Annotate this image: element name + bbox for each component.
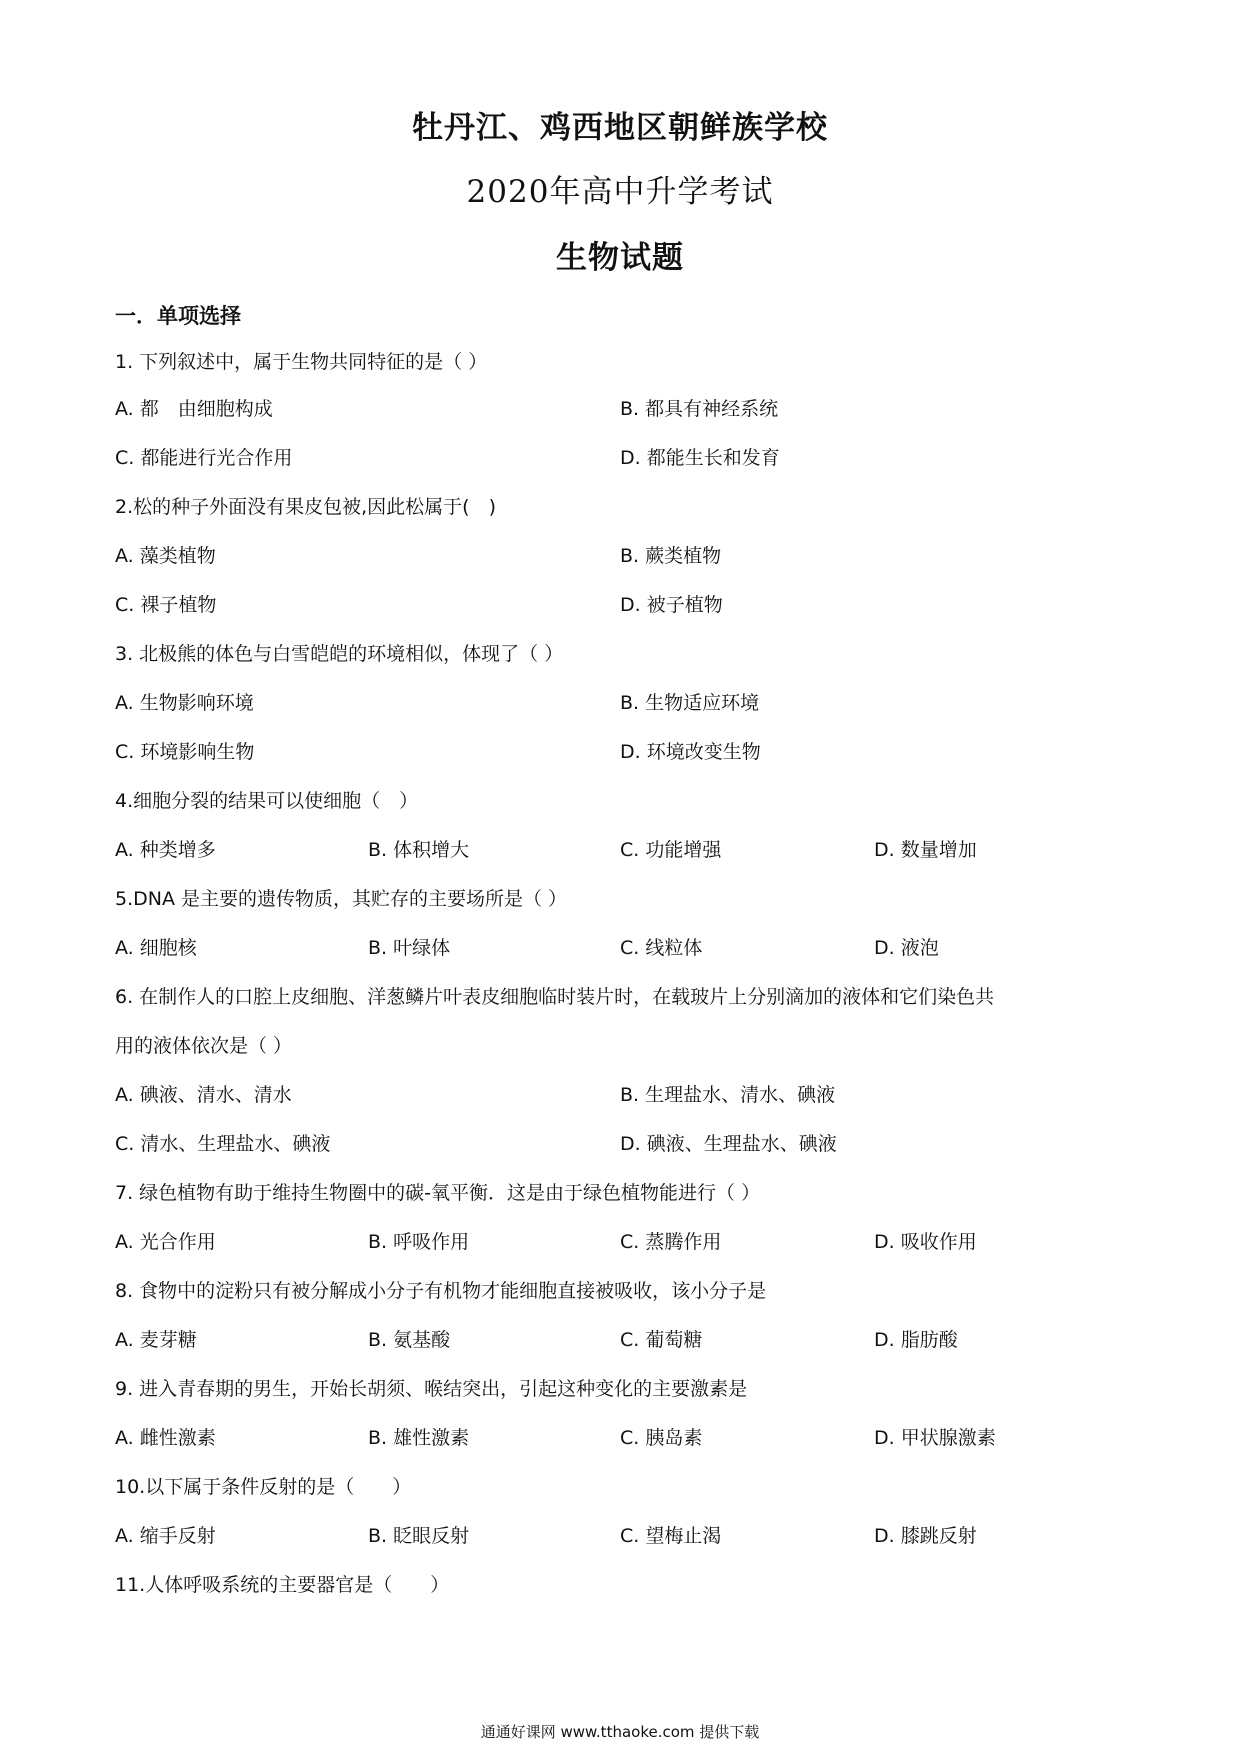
page-footer-source: 通通好课网 www.tthaoke.com 提供下载 (480, 1723, 760, 1741)
question-6-option-a: A. 碘液、清水、清水 (115, 1084, 292, 1106)
question-5-option-c: C. 线粒体 (620, 937, 703, 959)
question-9-option-c: C. 胰岛素 (620, 1427, 703, 1449)
question-3-option-d: D. 环境改变生物 (620, 741, 761, 763)
question-8-stem: 8. 食物中的淀粉只有被分解成小分子有机物才能细胞直接被吸收，该小分子是 (115, 1280, 767, 1302)
question-7-option-c: C. 蒸腾作用 (620, 1231, 722, 1253)
question-2-option-a: A. 藻类植物 (115, 545, 216, 567)
question-10-option-a: A. 缩手反射 (115, 1525, 216, 1547)
exam-title-subject: 生物试题 (556, 240, 684, 276)
question-3-option-b: B. 生物适应环境 (620, 692, 760, 714)
question-5-option-d: D. 液泡 (874, 937, 939, 959)
question-8-option-b: B. 氨基酸 (368, 1329, 451, 1351)
question-6-option-b: B. 生理盐水、清水、碘液 (620, 1084, 836, 1106)
question-9-option-d: D. 甲状腺激素 (874, 1427, 996, 1449)
question-7-option-b: B. 呼吸作用 (368, 1231, 470, 1253)
question-4-stem: 4.细胞分裂的结果可以使细胞（ ） (115, 790, 419, 812)
question-4-option-c: C. 功能增强 (620, 839, 722, 861)
question-10-option-d: D. 膝跳反射 (874, 1525, 977, 1547)
question-9-option-a: A. 雌性激素 (115, 1427, 216, 1449)
question-1-option-d: D. 都能生长和发育 (620, 447, 780, 469)
question-7-stem: 7. 绿色植物有助于维持生物圈中的碳-氧平衡．这是由于绿色植物能进行（ ） (115, 1182, 761, 1204)
question-3-option-c: C. 环境影响生物 (115, 741, 255, 763)
question-4-option-a: A. 种类增多 (115, 839, 216, 861)
question-3-option-a: A. 生物影响环境 (115, 692, 254, 714)
question-4-option-b: B. 体积增大 (368, 839, 470, 861)
exam-title-year: 2020年高中升学考试 (466, 174, 774, 210)
question-5-option-a: A. 细胞核 (115, 937, 197, 959)
question-4-option-d: D. 数量增加 (874, 839, 977, 861)
question-2-option-c: C. 裸子植物 (115, 594, 217, 616)
question-10-option-c: C. 望梅止渴 (620, 1525, 722, 1547)
question-8-option-d: D. 脂肪酸 (874, 1329, 958, 1351)
question-9-option-b: B. 雄性激素 (368, 1427, 470, 1449)
exam-title-school: 牡丹江、鸡西地区朝鲜族学校 (412, 110, 828, 146)
question-10-stem: 10.以下属于条件反射的是（ ） (115, 1476, 412, 1498)
question-6-option-c: C. 清水、生理盐水、碘液 (115, 1133, 331, 1155)
question-1-option-b: B. 都具有神经系统 (620, 398, 779, 420)
question-3-stem: 3. 北极熊的体色与白雪皑皑的环境相似，体现了（ ） (115, 643, 564, 665)
question-6-stem-continued: 用的液体依次是（ ） (115, 1035, 293, 1057)
question-7-option-a: A. 光合作用 (115, 1231, 216, 1253)
section-heading: 一．单项选择 (115, 303, 241, 328)
question-8-option-c: C. 葡萄糖 (620, 1329, 703, 1351)
question-2-stem: 2.松的种子外面没有果皮包被,因此松属于( ) (115, 496, 496, 518)
question-1-option-a: A. 都 由细胞构成 (115, 398, 273, 420)
question-5-option-b: B. 叶绿体 (368, 937, 451, 959)
question-8-option-a: A. 麦芽糖 (115, 1329, 197, 1351)
question-5-stem: 5.DNA 是主要的遗传物质，其贮存的主要场所是（ ） (115, 888, 568, 910)
question-6-option-d: D. 碘液、生理盐水、碘液 (620, 1133, 837, 1155)
question-2-option-b: B. 蕨类植物 (620, 545, 722, 567)
question-9-stem: 9. 进入青春期的男生，开始长胡须、喉结突出，引起这种变化的主要激素是 (115, 1378, 748, 1400)
question-10-option-b: B. 眨眼反射 (368, 1525, 470, 1547)
question-1-stem: 1. 下列叙述中，属于生物共同特征的是（ ） (115, 351, 488, 373)
question-2-option-d: D. 被子植物 (620, 594, 723, 616)
question-1-option-c: C. 都能进行光合作用 (115, 447, 293, 469)
question-7-option-d: D. 吸收作用 (874, 1231, 977, 1253)
question-6-stem: 6. 在制作人的口腔上皮细胞、洋葱鳞片叶表皮细胞临时装片时，在载玻片上分别滴加的液体和它们染色共 (115, 986, 995, 1008)
question-11-stem: 11.人体呼吸系统的主要器官是（ ） (115, 1574, 450, 1596)
